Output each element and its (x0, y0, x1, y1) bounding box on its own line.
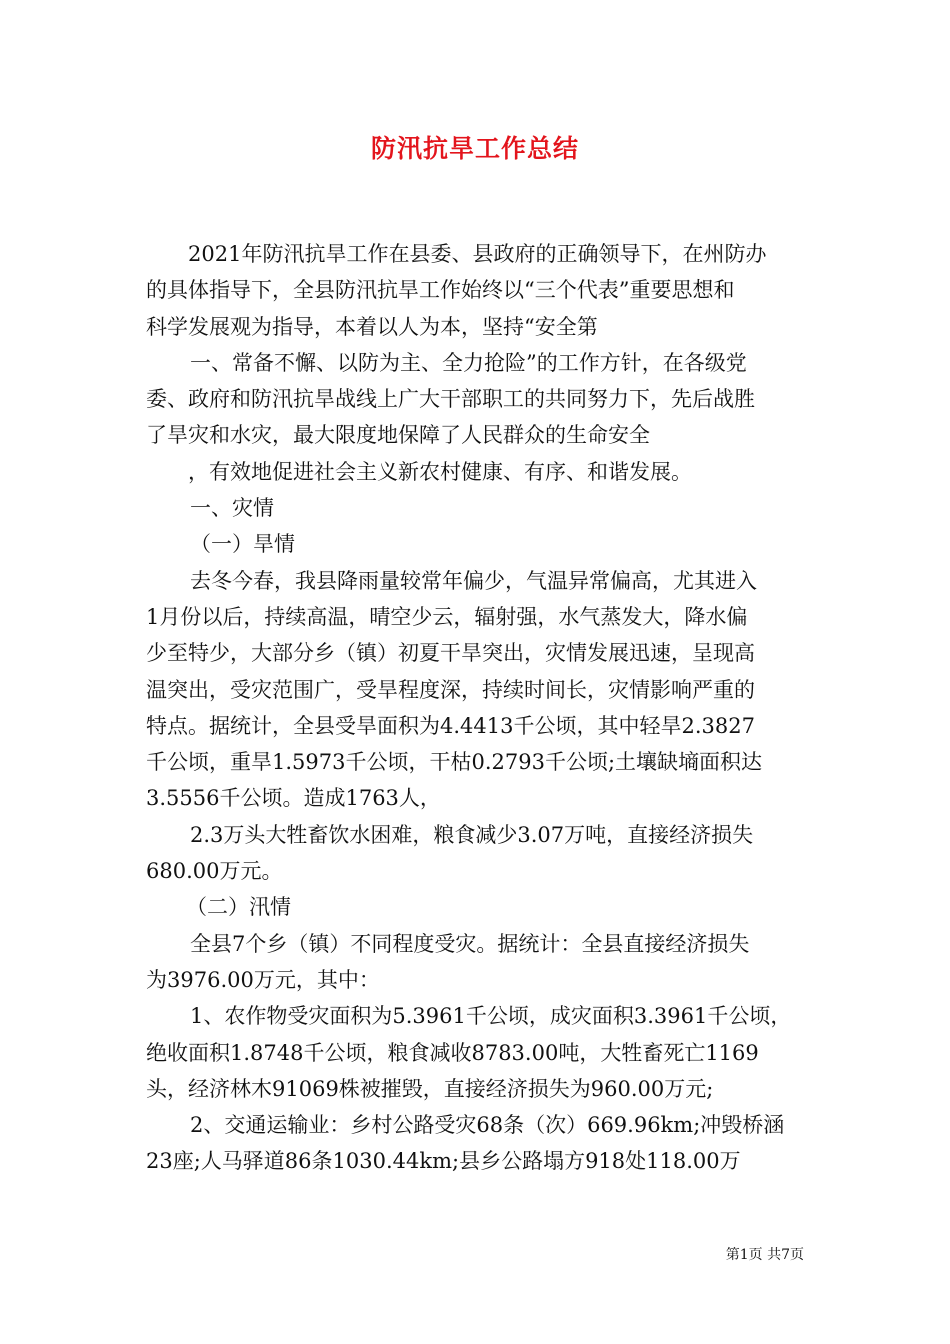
paragraph-line: 特点。据统计，全县受旱面积为4.4413千公顷，其中轻旱2.3827 (146, 713, 755, 738)
paragraph-line: 2.3万头大牲畜饮水困难，粮食减少3.07万吨，直接经济损失 (190, 822, 754, 847)
paragraph-line: 委、政府和防汛抗旱战线上广大干部职工的共同努力下，先后战胜 (146, 387, 755, 412)
paragraph-line: 23座;人马驿道86条1030.44km;县乡公路塌方918处118.00万 (146, 1149, 741, 1174)
paragraph-line: ，有效地促进社会主义新农村健康、有序、和谐发展。 (188, 459, 692, 484)
paragraph-line: 3.5556千公顷。造成1763人， (146, 786, 441, 811)
paragraph-line: 为3976.00万元，其中： (146, 967, 380, 992)
paragraph-line: 头，经济林木91069株被摧毁，直接经济损失为960.00万元; (146, 1076, 714, 1101)
document-body (146, 236, 810, 1180)
paragraph-line: 1月份以后，持续高温，晴空少云，辐射强，水气蒸发大，降水偏 (146, 604, 748, 629)
paragraph-line: 680.00万元。 (146, 859, 283, 884)
paragraph-line: 科学发展观为指导，本着以人为本，坚持“安全第 (146, 314, 598, 339)
paragraph-line: 一、常备不懈、以防为主、全力抢险”的工作方针，在各级党 (190, 350, 747, 375)
subsection-heading: （二）汛情 (186, 895, 291, 920)
paragraph-line: 温突出，受灾范围广，受旱程度深，持续时间长，灾情影响严重的 (146, 677, 755, 702)
subsection-heading: （一）旱情 (190, 532, 295, 557)
paragraph-line: 2、交通运输业：乡村公路受灾68条（次）669.96km;冲毁桥涵 (190, 1113, 785, 1138)
paragraph-line: 1、农作物受灾面积为5.3961千公顷，成灾面积3.3961千公顷， (190, 1004, 792, 1029)
page-number: 第1页 共7页 (725, 1247, 804, 1263)
document-title: 防汛抗旱工作总结 (370, 134, 579, 163)
paragraph-line: 绝收面积1.8748千公顷，粮食减收8783.00吨，大牲畜死亡1169 (146, 1040, 759, 1065)
paragraph-line: 的具体指导下，全县防汛抗旱工作始终以“三个代表”重要思想和 (146, 278, 735, 303)
section-heading: 一、灾情 (190, 496, 274, 521)
paragraph-line: 全县7个乡（镇）不同程度受灾。据统计：全县直接经济损失 (190, 931, 750, 956)
paragraph-line: 2021年防汛抗旱工作在县委、县政府的正确领导下，在州防办 (188, 242, 767, 266)
paragraph-line: 千公顷，重旱1.5973千公顷，干枯0.2793千公顷;土壤缺墒面积达 (146, 750, 763, 775)
paragraph-line: 少至特少，大部分乡（镇）初夏干旱突出，灾情发展迅速，呈现高 (146, 641, 755, 666)
paragraph-line: 了旱灾和水灾，最大限度地保障了人民群众的生命安全 (146, 423, 650, 448)
paragraph-line: 去冬今春，我县降雨量较常年偏少，气温异常偏高，尤其进入 (190, 568, 757, 593)
